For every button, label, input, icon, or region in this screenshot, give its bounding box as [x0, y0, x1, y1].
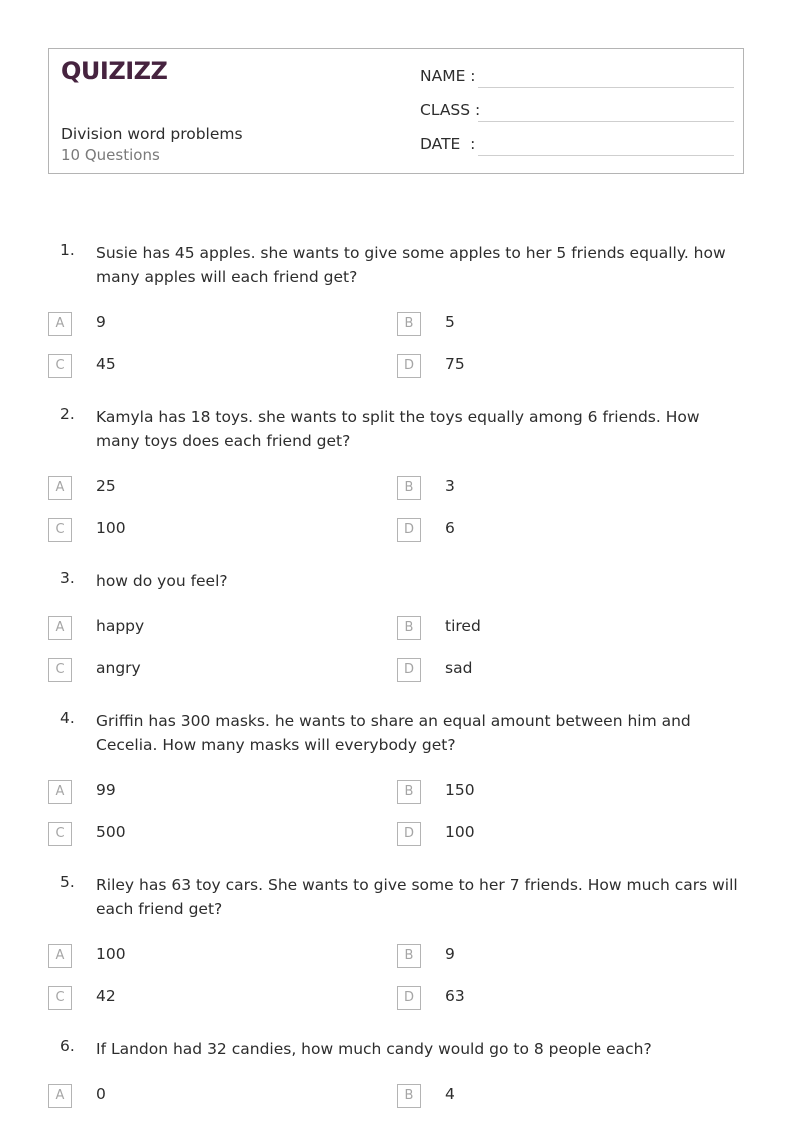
option-letter-box[interactable]: C [48, 354, 72, 378]
option-a[interactable] [48, 616, 348, 640]
option-b[interactable] [397, 944, 697, 968]
option-d[interactable] [397, 822, 697, 846]
option-d[interactable] [397, 986, 697, 1010]
date-field[interactable] [420, 135, 734, 159]
class-field[interactable] [420, 101, 734, 125]
option-text: 4 [445, 1085, 455, 1103]
option-letter-box[interactable]: D [397, 518, 421, 542]
option-a[interactable] [48, 1084, 348, 1108]
option-text: tired [445, 617, 481, 635]
option-text: 45 [96, 355, 116, 373]
option-letter-box[interactable]: D [397, 986, 421, 1010]
option-letter-box[interactable]: C [48, 986, 72, 1010]
name-line[interactable] [478, 87, 734, 88]
date-label: DATE : [420, 135, 476, 153]
question-text: Griffin has 300 masks. he wants to share an equal amount between him and Cecelia. How many masks will everybody get? [96, 712, 691, 754]
option-text: 25 [96, 477, 116, 495]
option-letter-box[interactable]: A [48, 944, 72, 968]
option-d[interactable] [397, 354, 697, 378]
option-text: 5 [445, 313, 455, 331]
option-text: 100 [96, 945, 126, 963]
option-b[interactable] [397, 616, 697, 640]
option-b[interactable] [397, 312, 697, 336]
option-text: 150 [445, 781, 475, 799]
question-text: Kamyla has 18 toys. she wants to split the toys equally among 6 friends. How many toys does each friend get? [96, 408, 700, 450]
option-a[interactable] [48, 476, 348, 500]
question-number: 4. [60, 709, 75, 727]
date-line[interactable] [478, 155, 734, 156]
worksheet-title: Division word problems [61, 125, 243, 143]
question-number: 6. [60, 1037, 75, 1055]
question-number: 1. [60, 241, 75, 259]
class-label: CLASS : [420, 101, 481, 119]
option-text: 500 [96, 823, 126, 841]
question-text: Riley has 63 toy cars. She wants to give some to her 7 friends. How much cars will each friend get? [96, 876, 738, 918]
option-letter-box[interactable]: B [397, 476, 421, 500]
question-count: 10 Questions [61, 146, 160, 164]
option-c[interactable] [48, 354, 348, 378]
option-text: 3 [445, 477, 455, 495]
option-text: 99 [96, 781, 116, 799]
class-line[interactable] [478, 121, 734, 122]
option-letter-box[interactable]: D [397, 658, 421, 682]
option-letter-box[interactable]: C [48, 518, 72, 542]
option-letter-box[interactable]: B [397, 780, 421, 804]
option-c[interactable] [48, 658, 348, 682]
option-text: 9 [96, 313, 106, 331]
option-d[interactable] [397, 658, 697, 682]
option-letter-box[interactable]: C [48, 822, 72, 846]
option-letter-box[interactable]: A [48, 1084, 72, 1108]
option-c[interactable] [48, 986, 348, 1010]
option-letter-box[interactable]: B [397, 312, 421, 336]
option-letter-box[interactable]: D [397, 822, 421, 846]
name-label: NAME : [420, 67, 476, 85]
option-c[interactable] [48, 822, 348, 846]
option-letter-box[interactable]: A [48, 312, 72, 336]
option-d[interactable] [397, 518, 697, 542]
option-text: 42 [96, 987, 116, 1005]
option-letter-box[interactable]: A [48, 616, 72, 640]
option-letter-box[interactable]: A [48, 780, 72, 804]
option-text: 0 [96, 1085, 106, 1103]
question-number: 2. [60, 405, 75, 423]
option-a[interactable] [48, 780, 348, 804]
quizizz-logo: QUIZIZZ [61, 57, 168, 85]
option-text: 100 [96, 519, 126, 537]
question-text: how do you feel? [96, 572, 228, 590]
option-c[interactable] [48, 518, 348, 542]
question-text: If Landon had 32 candies, how much candy would go to 8 people each? [96, 1040, 652, 1058]
option-b[interactable] [397, 1084, 697, 1108]
option-letter-box[interactable]: B [397, 1084, 421, 1108]
option-b[interactable] [397, 780, 697, 804]
option-text: 63 [445, 987, 465, 1005]
option-text: angry [96, 659, 141, 677]
option-letter-box[interactable]: A [48, 476, 72, 500]
worksheet-header [48, 48, 744, 174]
name-field[interactable] [420, 67, 734, 91]
option-letter-box[interactable]: B [397, 616, 421, 640]
option-letter-box[interactable]: B [397, 944, 421, 968]
option-letter-box[interactable]: C [48, 658, 72, 682]
option-text: 100 [445, 823, 475, 841]
option-text: sad [445, 659, 473, 677]
option-text: 9 [445, 945, 455, 963]
option-a[interactable] [48, 312, 348, 336]
option-text: happy [96, 617, 145, 635]
question-number: 5. [60, 873, 75, 891]
option-a[interactable] [48, 944, 348, 968]
option-text: 6 [445, 519, 455, 537]
option-b[interactable] [397, 476, 697, 500]
question-number: 3. [60, 569, 75, 587]
option-letter-box[interactable]: D [397, 354, 421, 378]
question-text: Susie has 45 apples. she wants to give some apples to her 5 friends equally. how many apples will each friend get? [96, 244, 726, 286]
option-text: 75 [445, 355, 465, 373]
